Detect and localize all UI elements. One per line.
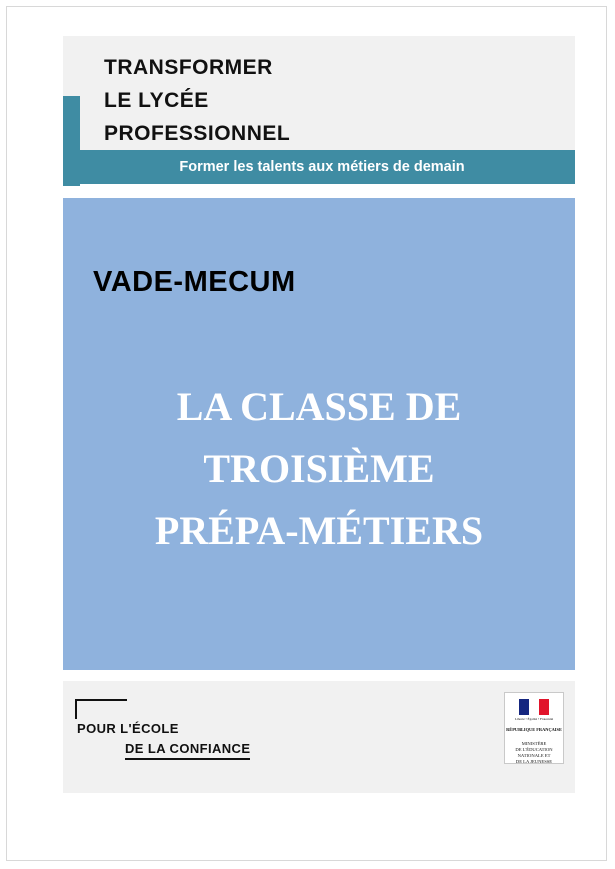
- cover-title-line-2: TROISIÈME: [203, 446, 435, 491]
- header-title-line-2: LE LYCÉE: [104, 89, 209, 112]
- header-strip: [69, 150, 575, 184]
- header-title-line-1: TRANSFORMER: [104, 56, 273, 79]
- ministry-name-line-3: NATIONALE ET: [517, 753, 551, 758]
- ministry-name-line-2: DE L'ÉDUCATION: [515, 747, 553, 752]
- cover-panel: [63, 198, 575, 670]
- footer-block: [63, 681, 575, 793]
- header-title-line-3: PROFESSIONNEL: [104, 122, 291, 145]
- cover-title-line-3: PRÉPA-MÉTIERS: [154, 508, 484, 553]
- slogan-line-1: POUR L'ÉCOLE: [77, 721, 179, 736]
- slogan-line-2: DE LA CONFIANCE: [125, 741, 250, 760]
- header-strip-text: Former les talents aux métiers de demain: [179, 159, 465, 175]
- ministry-name-line-1: MINISTÈRE: [521, 741, 547, 746]
- ministry-name: [505, 741, 563, 765]
- cover-kicker: VADE-MECUM: [93, 266, 296, 298]
- republic-motto: Liberté • Égalité • Fraternité: [514, 717, 554, 721]
- cover-title: [93, 376, 545, 562]
- french-flag-icon: [519, 699, 549, 715]
- ministry-name-line-4: DE LA JEUNESSE: [515, 759, 553, 764]
- flag-stripe-blue: [519, 699, 529, 715]
- flag-stripe-white: [529, 699, 539, 715]
- ministry-logo: [504, 692, 564, 764]
- cover-title-line-1: LA CLASSE DE: [176, 384, 462, 429]
- slogan-bracket-decoration: [75, 699, 127, 719]
- header-title: [104, 51, 544, 150]
- republic-name: RÉPUBLIQUE FRANÇAISE: [506, 727, 562, 732]
- header-block: [63, 36, 575, 184]
- flag-stripe-red: [539, 699, 549, 715]
